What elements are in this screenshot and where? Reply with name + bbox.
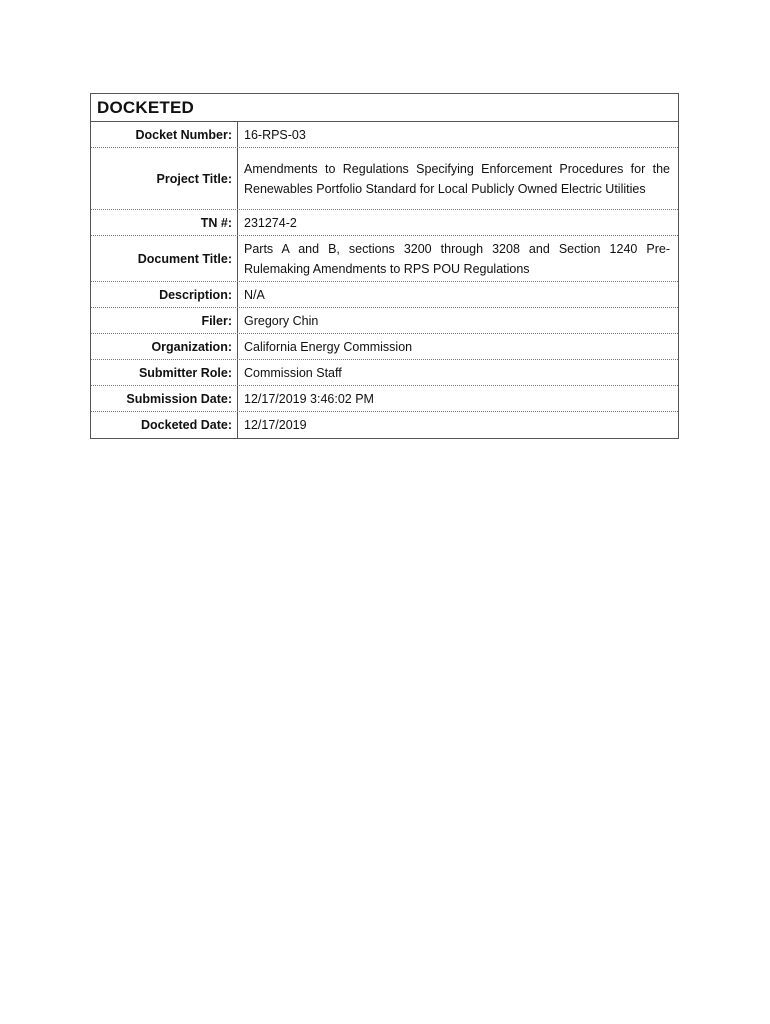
tn-label: TN #:: [91, 210, 238, 235]
organization-value: California Energy Commission: [244, 339, 413, 354]
organization-label: Organization:: [91, 334, 238, 359]
project-title-value: Amendments to Regulations Specifying Enforcement Procedures for the Renewables Portfolio Standard for Local Publicly Owned Electric Utilities: [244, 161, 670, 196]
docketed-date-row: [91, 412, 678, 438]
tn-row: [91, 210, 678, 236]
docketed-date-label: Docketed Date:: [91, 412, 238, 438]
docket-box: [90, 93, 679, 439]
docketed-date-value: 12/17/2019: [244, 418, 307, 432]
submitter-role-row: [91, 360, 678, 386]
tn-value: 231274-2: [244, 215, 297, 230]
submission-date-row: [91, 386, 678, 412]
description-label: Description:: [91, 282, 238, 307]
filer-label: Filer:: [91, 308, 238, 333]
organization-row: [91, 334, 678, 360]
submitter-role-label: Submitter Role:: [91, 360, 238, 385]
submission-date-label: Submission Date:: [91, 386, 238, 411]
docket-number-value: 16-RPS-03: [244, 127, 306, 142]
docket-header: [91, 94, 678, 122]
document-title-value: Parts A and B, sections 3200 through 3208 and Section 1240 Pre-Rulemaking Amendments to RPS POU Regulations: [244, 241, 670, 276]
submission-date-value: 12/17/2019 3:46:02 PM: [244, 391, 374, 406]
docket-number-row: [91, 122, 678, 148]
project-title-row: [91, 148, 678, 210]
document-title-label: Document Title:: [91, 236, 238, 281]
docket-number-label: Docket Number:: [91, 122, 238, 147]
project-title-label: Project Title:: [91, 148, 238, 209]
filer-row: [91, 308, 678, 334]
submitter-role-value: Commission Staff: [244, 365, 342, 380]
description-value: N/A: [244, 287, 265, 302]
description-row: [91, 282, 678, 308]
docketed-title: DOCKETED: [97, 97, 194, 117]
document-title-row: [91, 236, 678, 282]
filer-value: Gregory Chin: [244, 313, 319, 328]
